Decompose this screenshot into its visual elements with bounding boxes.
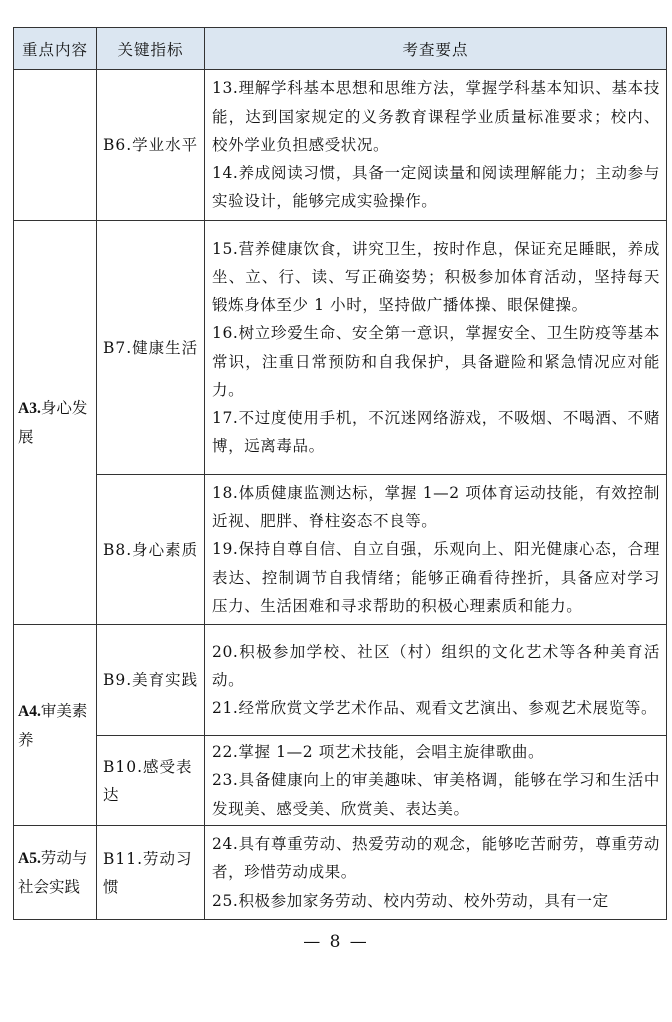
key-point: 21.经常欣赏文学艺术作品、观看文艺演出、参观艺术展览等。 [212, 699, 658, 718]
evaluation-table [13, 27, 667, 920]
focus-cell [14, 70, 97, 221]
focus-text: 身心发展 [18, 399, 88, 446]
key-point: 13.理解学科基本思想和思维方法，掌握学科基本知识、基本技能，达到国家规定的义务教育课程学业质量标准要求；校内、校外学业负担感受状况。 [212, 79, 660, 154]
focus-code: A4. [18, 702, 41, 720]
points-cell [205, 625, 667, 736]
points-cell [205, 736, 667, 826]
header-indicator: 关键指标 [97, 28, 205, 70]
table-row [14, 625, 667, 736]
focus-code: A3. [18, 400, 41, 417]
table-row [14, 70, 667, 221]
key-point: 25.积极参加家务劳动、校内劳动、校外劳动，具有一定 [212, 891, 609, 910]
table-row [14, 221, 667, 475]
indicator-cell: B9.美育实践 [97, 625, 205, 736]
key-point: 20.积极参加学校、社区（村）组织的文化艺术等各种美育活动。 [212, 642, 660, 689]
key-point: 19.保持自尊自信、自立自强，乐观向上、阳光健康心态，合理表达、控制调节自我情绪；能够正确看待挫折，具备应对学习压力、生活困难和寻求帮助的积极心理素质和能力。 [212, 540, 660, 615]
points-cell [205, 826, 667, 920]
key-point: 24.具有尊重劳动、热爱劳动的观念，能够吃苦耐劳，尊重劳动者，珍惜劳动成果。 [212, 835, 660, 882]
focus-cell [14, 625, 97, 826]
indicator-cell: B6.学业水平 [97, 70, 205, 221]
key-point: 16.树立珍爱生命、安全第一意识，掌握安全、卫生防疫等基本常识，注重日常预防和自我保护，具备避险和紧急情况应对能力。 [212, 324, 660, 399]
indicator-cell: B8.身心素质 [97, 475, 205, 625]
focus-cell [14, 826, 97, 920]
indicator-cell: B10.感受表达 [97, 736, 205, 826]
points-cell [205, 70, 667, 221]
table-row [14, 736, 667, 826]
table-row [14, 475, 667, 625]
key-point: 14.养成阅读习惯，具备一定阅读量和阅读理解能力；主动参与实验设计，能够完成实验操作。 [212, 164, 660, 211]
indicator-cell: B11.劳动习惯 [97, 826, 205, 920]
header-points: 考查要点 [205, 28, 667, 70]
header-focus: 重点内容 [14, 28, 97, 70]
key-point: 15.营养健康饮食，讲究卫生，按时作息，保证充足睡眠，养成坐、立、行、读、写正确姿势；积极参加体育活动，坚持每天锻炼身体至少 1 小时，坚持做广播体操、眼保健操。 [212, 239, 660, 315]
focus-code: A5. [18, 850, 41, 867]
page-number: — 8 — [303, 932, 369, 952]
key-point: 22.掌握 1—2 项艺术技能，会唱主旋律歌曲。 [212, 743, 545, 762]
key-point: 18.体质健康监测达标，掌握 1—2 项体育运动技能，有效控制近视、肥胖、脊柱姿态不良等。 [212, 483, 660, 531]
points-cell [205, 221, 667, 475]
table-header-row [14, 28, 667, 70]
focus-text: 劳动与社会实践 [18, 849, 88, 896]
indicator-cell: B7.健康生活 [97, 221, 205, 475]
table-row [14, 826, 667, 920]
key-point: 17.不过度使用手机，不沉迷网络游戏，不吸烟、不喝酒、不赌博，远离毒品。 [212, 408, 660, 456]
points-cell [205, 475, 667, 625]
focus-cell [14, 221, 97, 625]
key-point: 23.具备健康向上的审美趣味、审美格调，能够在学习和生活中发现美、感受美、欣赏美、表达美。 [212, 771, 660, 818]
focus-text: 审美素养 [18, 701, 88, 749]
